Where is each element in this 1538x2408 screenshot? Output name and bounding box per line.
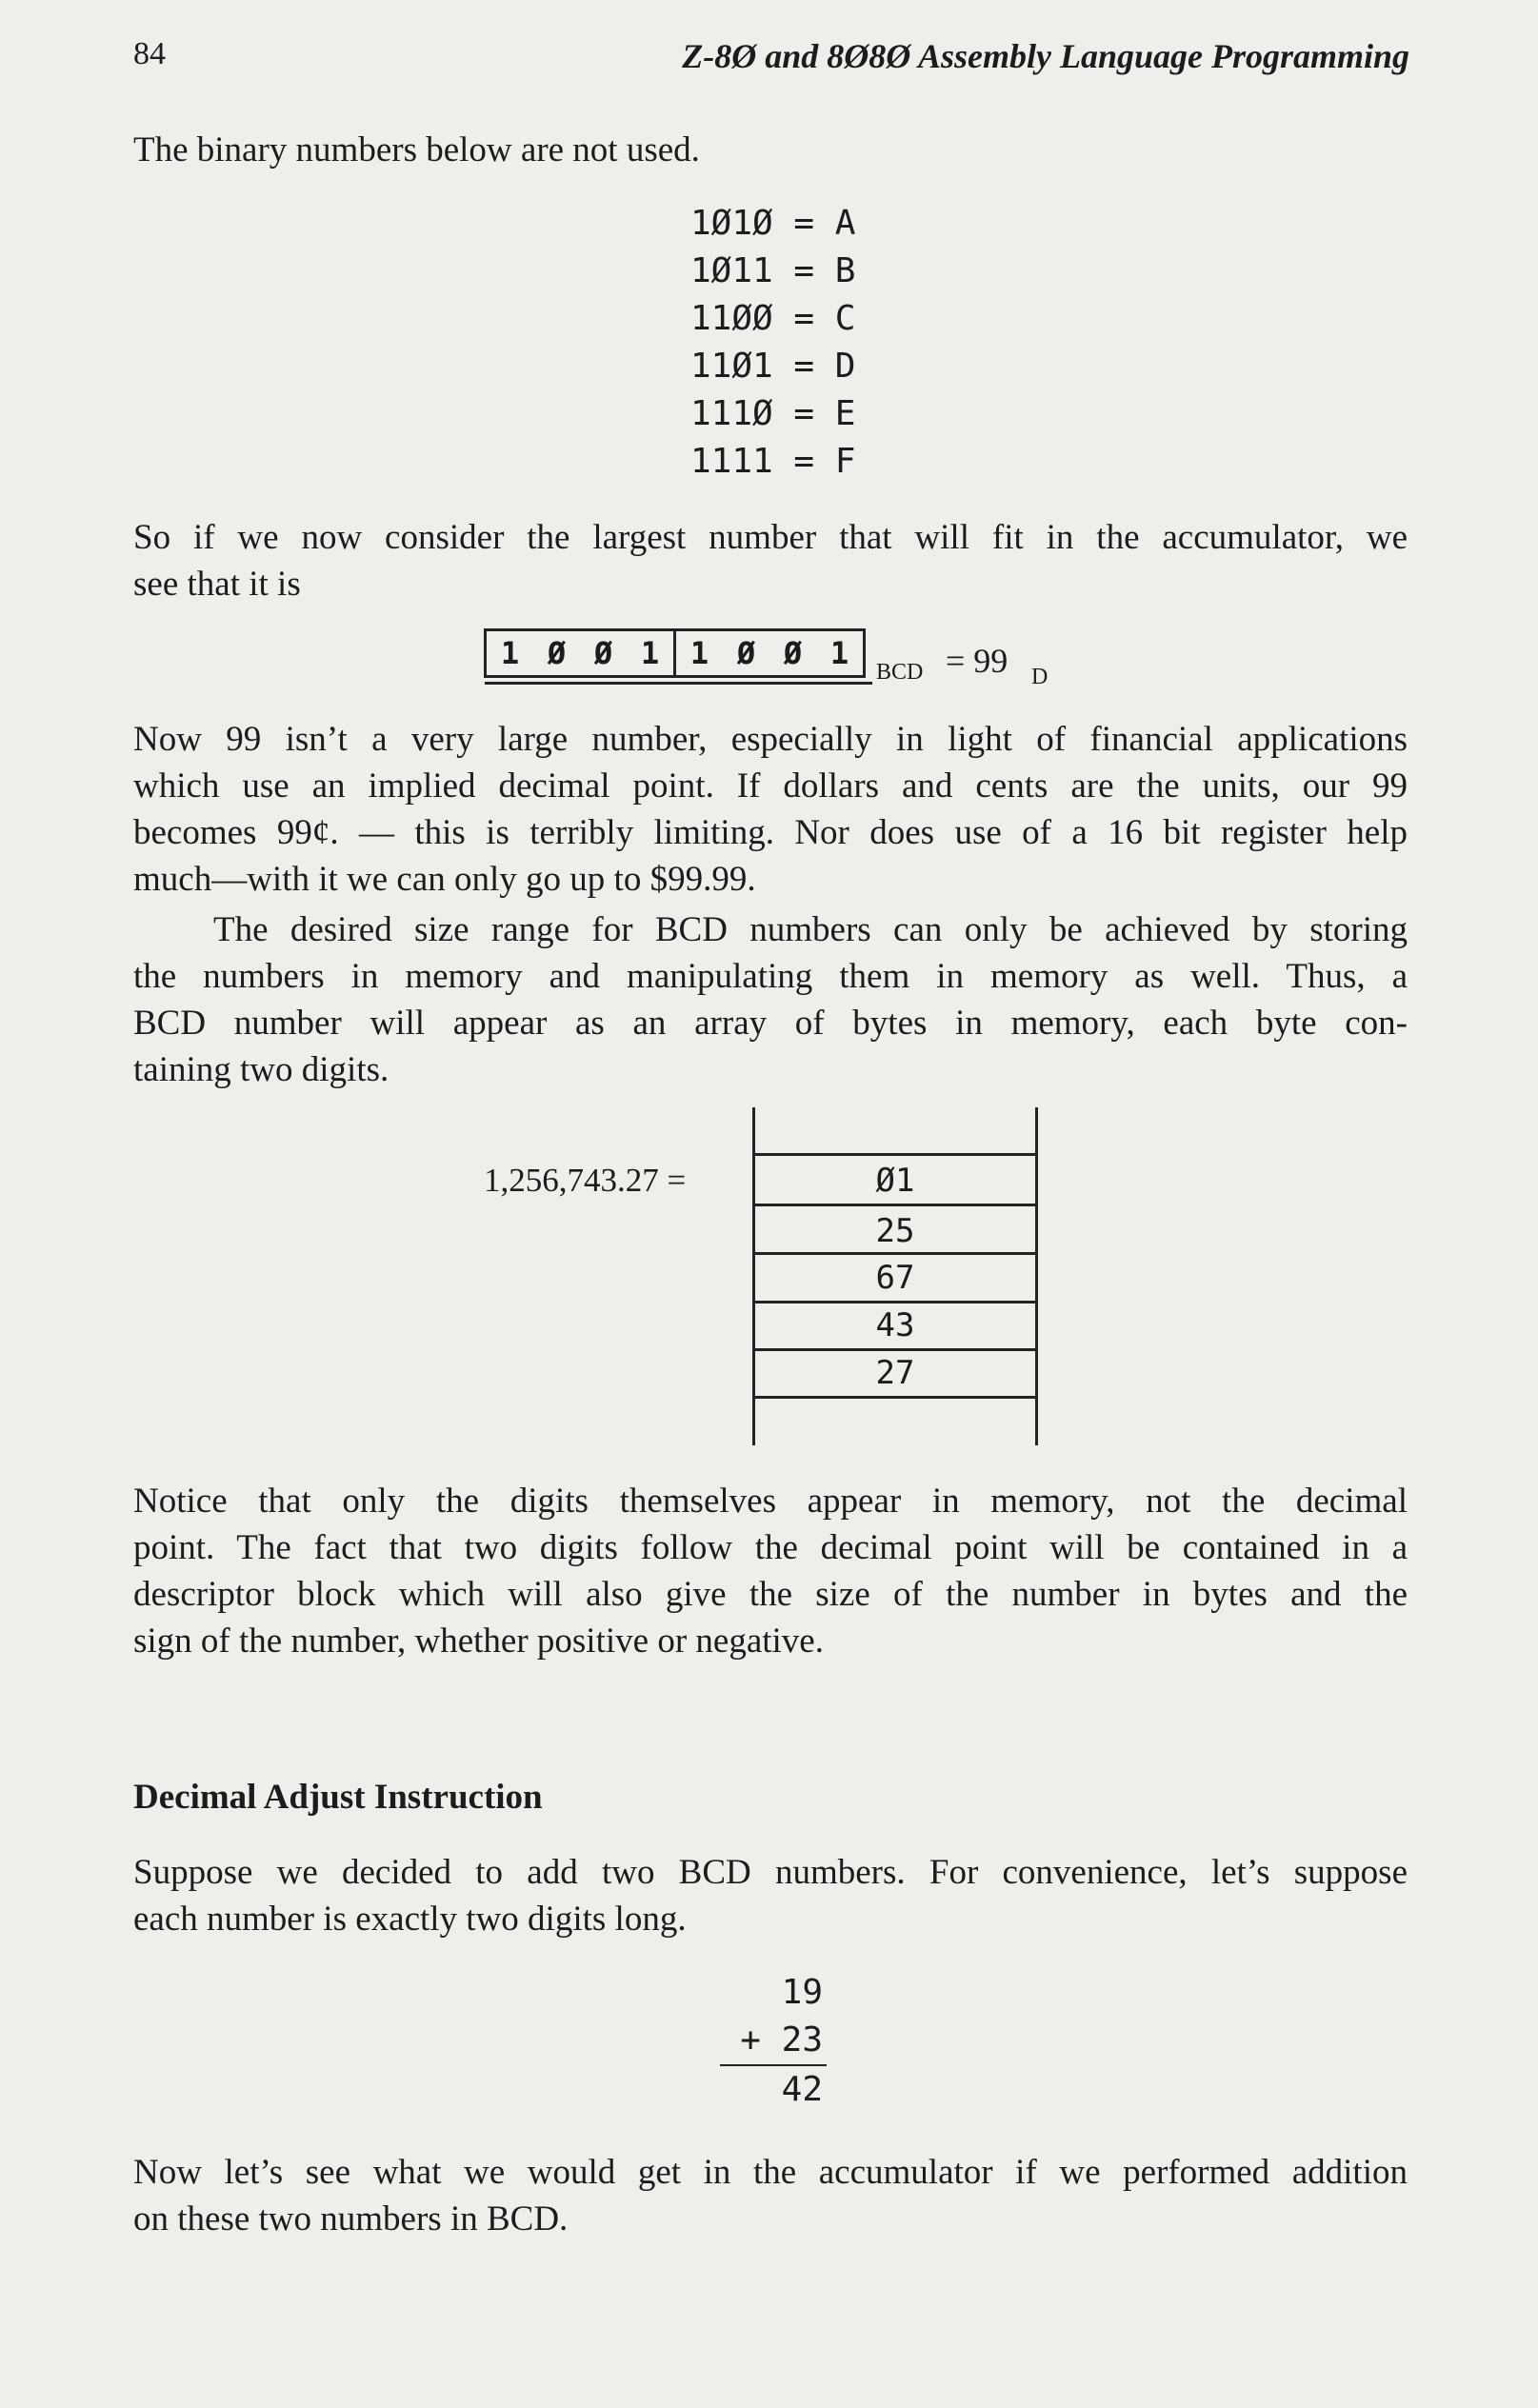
ninety-nine-paragraph: [133, 716, 1408, 903]
binary-value: 11Ø1: [690, 347, 773, 386]
bit: 1: [500, 635, 520, 671]
bit: 1: [689, 635, 709, 671]
decimal-subscript: D: [1031, 665, 1049, 689]
text-line: Now 99 isn’t a very large number, especially in light of financial applications: [133, 720, 1408, 759]
hex-row: 11ØØ = C: [690, 299, 856, 338]
hex-row: 11Ø1 = D: [690, 347, 856, 386]
hex-letter: A: [834, 204, 856, 243]
memory-byte: 67: [875, 1259, 915, 1297]
text-line: taining two digits.: [133, 1050, 389, 1089]
text-line: BCD number will appear as an array of bytes in memory, each byte con-: [133, 1004, 1408, 1043]
hex-letter: F: [834, 442, 856, 481]
text-line: which use an implied decimal point. If dollars and cents are the units, our 99: [133, 766, 1408, 806]
memory-divider: [752, 1396, 1038, 1399]
hex-row: 1Ø1Ø = A: [690, 204, 856, 243]
hex-row: 111Ø = E: [690, 394, 856, 433]
text-line: each number is exactly two digits long.: [133, 1900, 687, 1939]
high-nibble: [487, 631, 673, 675]
text-line: on these two numbers in BCD.: [133, 2199, 569, 2239]
memory-byte: 27: [875, 1354, 915, 1392]
page-number: 84: [133, 36, 166, 71]
addition-example: [724, 1969, 823, 2114]
notice-paragraph: [133, 1478, 1408, 1664]
section-heading: Decimal Adjust Instruction: [133, 1778, 543, 1817]
bit: Ø: [783, 635, 803, 671]
hex-letter-mapping: [690, 200, 855, 486]
addend-1: 19: [781, 1973, 823, 2012]
memory-byte: 43: [875, 1306, 915, 1344]
text-line: Now let’s see what we would get in the accumulator if we performed addition: [133, 2153, 1408, 2192]
binary-value: 11ØØ: [690, 299, 773, 338]
intro-line: The binary numbers below are not used.: [133, 130, 700, 169]
bit: 1: [829, 635, 849, 671]
addend-2: + 23: [740, 2020, 823, 2060]
text-line: point. The fact that two digits follow the decimal point will be contained in a: [133, 1528, 1408, 1567]
memory-byte: Ø1: [875, 1162, 915, 1200]
sum-result: 42: [781, 2070, 823, 2109]
text-line: becomes 99¢. — this is terribly limiting. Nor does use of a 16 bit register help: [133, 813, 1408, 852]
binary-value: 1Ø11: [690, 251, 773, 290]
largest-number-paragraph: [133, 514, 1408, 607]
text-line: Notice that only the digits themselves appear in memory, not the decimal: [133, 1482, 1408, 1521]
bit: Ø: [593, 635, 613, 671]
text-line: see that it is: [133, 565, 301, 604]
hex-letter: C: [834, 299, 856, 338]
desired-size-paragraph: [133, 906, 1408, 1093]
hex-row: 1Ø11 = B: [690, 251, 856, 290]
bcd-register-box: [484, 628, 866, 678]
bcd-subscript: BCD: [876, 660, 924, 685]
bcd-equals-value: = 99: [946, 642, 1009, 680]
bit: Ø: [736, 635, 756, 671]
intro-paragraph: [133, 127, 1408, 173]
binary-value: 1Ø1Ø: [690, 204, 773, 243]
bit: Ø: [547, 635, 567, 671]
text-line: the numbers in memory and manipulating them in memory as well. Thus, a: [133, 957, 1408, 996]
text-line: much—with it we can only go up to $99.99.: [133, 860, 756, 899]
hex-letter: B: [834, 251, 856, 290]
memory-array-diagram: [752, 1107, 1038, 1445]
text-line: The desired size range for BCD numbers can only be achieved by storing: [213, 910, 1408, 949]
text-line: Suppose we decided to add two BCD numbers. For convenience, let’s suppose: [133, 1853, 1408, 1892]
binary-value: 1111: [690, 442, 773, 481]
hex-letter: D: [834, 347, 856, 386]
running-header-title: Z-8Ø and 8Ø8Ø Assembly Language Programming: [682, 37, 1409, 75]
hex-letter: E: [834, 394, 856, 433]
text-line: sign of the number, whether positive or negative.: [133, 1622, 824, 1661]
suppose-paragraph: [133, 1849, 1408, 1942]
text-line: So if we now consider the largest number that will fit in the accumulator, we: [133, 518, 1408, 557]
memory-number-label: 1,256,743.27 =: [484, 1162, 687, 1199]
memory-byte: 25: [875, 1212, 915, 1250]
text-line: descriptor block which will also give the size of the number in bytes and the: [133, 1575, 1408, 1614]
low-nibble: [673, 631, 863, 675]
binary-value: 111Ø: [690, 394, 773, 433]
bit: 1: [640, 635, 660, 671]
now-paragraph: [133, 2149, 1408, 2242]
hex-row: 1111 = F: [690, 442, 856, 481]
